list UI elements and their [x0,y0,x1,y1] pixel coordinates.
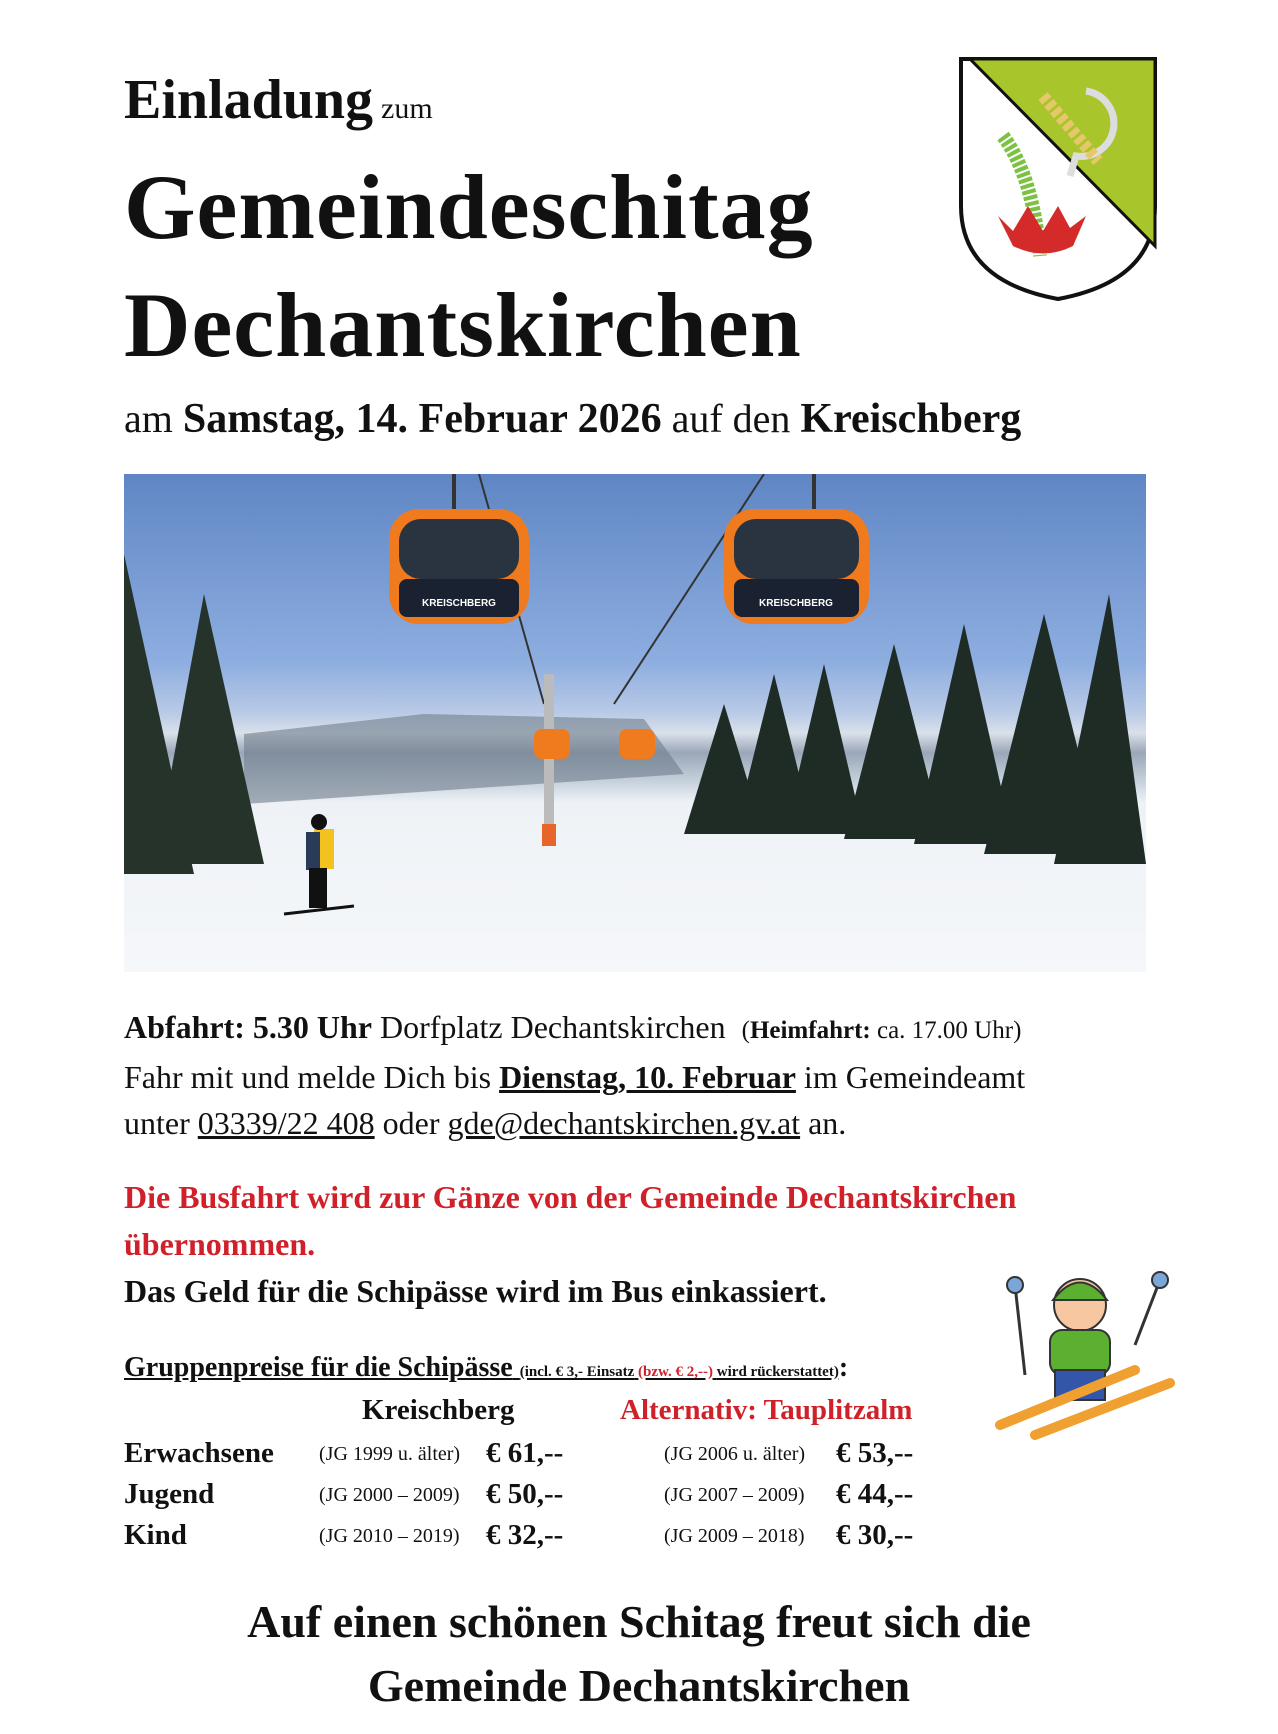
price-tauplitzalm: € 44,-- [836,1478,914,1510]
deposit-note: (incl. € 3,- Einsatz [519,1364,635,1380]
closing-message [0,1590,1278,1718]
auf-den-text: auf den [671,396,791,441]
price-tauplitzalm: € 30,-- [836,1519,914,1551]
ski-gondola-photo [124,474,1146,972]
oder-text: oder [382,1105,440,1141]
category: Kind [124,1519,187,1551]
title-line-2: Dechantskirchen [124,274,802,376]
title-line-1: Gemeindeschitag [124,156,814,258]
group-prices-heading [124,1352,848,1384]
prices-heading-text: Gruppenpreise für die Schipässe [124,1352,513,1383]
register-text: Fahr mit und melde Dich bis [124,1059,492,1095]
return-label: Heimfahrt: [749,1017,871,1044]
birth-year-range: (JG 2010 – 2019) [319,1525,460,1547]
birth-year-range-alt: (JG 2007 – 2009) [664,1484,805,1506]
category: Erwachsene [124,1437,274,1469]
category: Jugend [124,1478,215,1510]
price-row-jugend [124,1478,914,1511]
departure-time: Abfahrt: 5.30 Uhr [124,1009,372,1045]
closing-line-1: Auf einen schönen Schitag freut sich die [247,1596,1031,1647]
event-date: Samstag, 14. Februar 2026 [182,396,662,442]
birth-year-range: (JG 2000 – 2009) [319,1484,460,1506]
price-kreischberg: € 32,-- [486,1519,564,1551]
deposit-note-alt: (bzw. € 2,--) [638,1364,714,1380]
am-text: am [124,396,173,441]
bus-paid-line-1: Die Busfahrt wird zur Gänze von der Gemeinde Dechantskirchen [124,1179,1017,1215]
event-location: Kreischberg [800,396,1022,442]
column-tauplitzalm: Alternativ: Tauplitzalm [620,1394,913,1426]
departure-info: Abfahrt: 5.30 Uhr Dorfplatz Dechantskirchen (Heimfahrt: ca. 17.00 Uhr) Fahr mit und melde Dich bis Dienstag, 10. Februar im Gemeindeamt unter 03339/22 408 oder gde@dechantskirchen.gv.at an. [124,1009,1026,1141]
birth-year-range-alt: (JG 2009 – 2018) [664,1525,805,1547]
forest-right [684,594,1146,864]
gondola-right [724,474,869,624]
price-kreischberg: € 50,-- [486,1478,564,1510]
price-tauplitzalm: € 53,-- [836,1437,914,1469]
office-text: im Gemeindeamt [803,1059,1026,1095]
departure-place: Dorfplatz Dechantskirchen [379,1009,726,1045]
invite-text: Einladung [124,69,374,131]
payment-note: Das Geld für die Schipässe wird im Bus einkassiert. [124,1273,827,1309]
registration-deadline: Dienstag, 10. Februar [499,1059,796,1095]
zum-text: zum [381,92,433,125]
an-text: an. [808,1105,847,1141]
forest-left [124,554,264,874]
price-row-kind [124,1519,914,1552]
colon: : [838,1352,849,1383]
bus-paid-line-2: übernommen. [124,1226,316,1262]
closing-line-2: Gemeinde Dechantskirchen [367,1660,911,1711]
price-row-erwachsene [124,1437,914,1470]
invitation-heading [124,68,433,132]
birth-year-range-alt: (JG 2006 u. älter) [664,1443,806,1465]
deposit-refund-note: wird rückerstattet) [716,1364,839,1380]
column-kreischberg: Kreischberg [362,1394,515,1426]
skier [284,814,354,914]
bus-info [124,1174,1016,1315]
birth-year-range: (JG 1999 u. älter) [319,1443,461,1465]
municipal-coat-of-arms [958,56,1158,302]
return-time: ca. 17.00 Uhr [876,1017,1014,1044]
phone-link[interactable]: 03339/22 408 [197,1105,375,1141]
svg-text:KREISCHBERG: KREISCHBERG [759,598,833,609]
gondola-label: KREISCHBERG [422,598,496,609]
cartoon-skier-icon [995,1265,1180,1440]
email-link[interactable]: gde@dechantskirchen.gv.at [447,1105,801,1141]
price-kreischberg: € 61,-- [486,1437,564,1469]
unter-text: unter [124,1105,190,1141]
photo-illustration [124,474,1146,972]
gondola-left [389,474,529,624]
date-line [124,395,1021,443]
event-title [124,148,814,384]
